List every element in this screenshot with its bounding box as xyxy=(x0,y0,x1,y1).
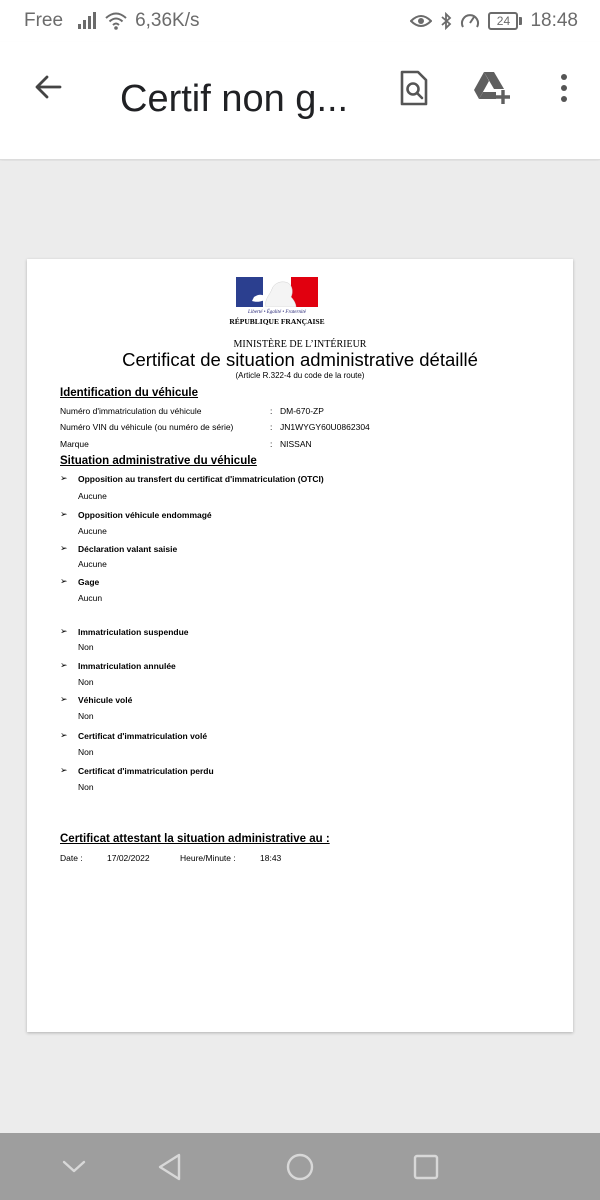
nav-back-button[interactable] xyxy=(150,1147,190,1187)
status-value-cancelled: Non xyxy=(78,677,94,687)
bullet-arrow-icon: ➢ xyxy=(60,765,68,775)
app-bar xyxy=(0,42,600,160)
situation-heading: Situation administrative du véhicule xyxy=(60,455,257,467)
field-label-brand: Marque xyxy=(60,439,89,449)
document-title: Certif non g... xyxy=(120,78,349,120)
system-nav-bar xyxy=(0,1133,600,1200)
status-label-cancelled: Immatriculation annulée xyxy=(78,661,176,671)
status-label-otci: Opposition au transfert du certificat d'immatriculation (OTCI) xyxy=(78,474,324,484)
status-label-suspended: Immatriculation suspendue xyxy=(78,627,189,637)
status-label-stolen-vehicle: Véhicule volé xyxy=(78,695,133,705)
date-value: 17/02/2022 xyxy=(107,853,150,863)
status-value-damaged: Aucune xyxy=(78,526,107,536)
find-in-page-button[interactable] xyxy=(392,66,436,110)
document-page: Liberté • Égalité • Fraternité RÉPUBLIQUE FRANÇAISE MINISTÈRE DE L’INTÉRIEUR Certificat de situation administrative détaillé (Article R.322-4 du code de la route) Identification du véhicule Numéro d'immatriculation du véhicule : DM-670-ZP Numéro VIN du véhicule (ou numéro de série) : JN1WYGY60U0862304 Marque : NISSAN Situation administrative du véhicule ➢ Opposition au transfert du certificat d'immatriculation (OTCI) Aucune ➢ Opposition véhicule endommagé Aucune ➢ Déclaration valant saisie Aucune ➢ Gage Aucun ➢ Immatriculation suspendue Non ➢ Immatriculation annulée Non ➢ Véhicule volé Non ➢ Certificat d'immatriculation volé Non ➢ Certificat d'immatriculation perdu Non Certificat attestant la situation administrative au : Date : 17/02/2022 Heure/Minute : 18:43 xyxy=(27,259,573,1032)
chevron-down-icon xyxy=(62,1160,86,1174)
time-label: Heure/Minute : xyxy=(180,853,236,863)
battery-level: 24 xyxy=(488,12,518,30)
triangle-back-icon xyxy=(157,1153,183,1181)
bullet-arrow-icon: ➢ xyxy=(60,543,68,553)
circle-home-icon xyxy=(285,1152,315,1182)
logo-republic: RÉPUBLIQUE FRANÇAISE xyxy=(229,317,325,326)
status-label-damaged: Opposition véhicule endommagé xyxy=(78,510,212,520)
bullet-arrow-icon: ➢ xyxy=(60,694,68,704)
certificate-subtitle: (Article R.322-4 du code de la route) xyxy=(235,371,365,380)
nav-home-button[interactable] xyxy=(280,1147,320,1187)
bullet-arrow-icon: ➢ xyxy=(60,626,68,636)
logo-motto: Liberté • Égalité • Fraternité xyxy=(248,310,306,315)
wifi-icon xyxy=(105,12,127,30)
status-value-stolen-certificate: Non xyxy=(78,747,94,757)
status-label-lost-certificate: Certificat d'immatriculation perdu xyxy=(78,766,214,776)
nav-recents-button[interactable] xyxy=(406,1147,446,1187)
bullet-arrow-icon: ➢ xyxy=(60,660,68,670)
more-options-button[interactable] xyxy=(542,66,586,110)
field-value-registration: DM-670-ZP xyxy=(280,406,324,416)
ministry-label: MINISTÈRE DE L’INTÉRIEUR xyxy=(233,339,367,350)
net-speed-label: 6,36K/s xyxy=(135,10,200,31)
status-value-pledge: Aucun xyxy=(78,593,103,603)
arrow-left-icon xyxy=(33,72,63,102)
add-to-drive-button[interactable] xyxy=(470,66,514,110)
bullet-arrow-icon: ➢ xyxy=(60,576,68,586)
status-label-stolen-certificate: Certificat d'immatriculation volé xyxy=(78,731,208,741)
status-value-suspended: Non xyxy=(78,642,94,652)
status-label-pledge: Gage xyxy=(78,577,100,587)
status-label-seizure: Déclaration valant saisie xyxy=(78,544,178,554)
status-value-stolen-vehicle: Non xyxy=(78,711,94,721)
bullet-arrow-icon: ➢ xyxy=(60,509,68,519)
hide-keyboard-button[interactable] xyxy=(54,1147,94,1187)
status-value-otci: Aucune xyxy=(78,491,107,501)
eye-comfort-icon xyxy=(410,13,432,29)
field-label-vin: Numéro VIN du véhicule (ou numéro de série) xyxy=(60,422,234,432)
field-value-vin: JN1WYGY60U0862304 xyxy=(280,422,370,432)
signal-icon xyxy=(77,12,97,30)
status-bar xyxy=(0,0,600,42)
more-vert-icon xyxy=(559,73,569,103)
speed-icon xyxy=(460,12,480,30)
bullet-arrow-icon: ➢ xyxy=(60,473,68,483)
status-value-seizure: Aucune xyxy=(78,559,107,569)
square-recents-icon xyxy=(413,1154,439,1180)
bullet-arrow-icon: ➢ xyxy=(60,730,68,740)
document-viewer[interactable] xyxy=(0,161,600,1133)
time-value: 18:43 xyxy=(260,853,282,863)
carrier-label: Free xyxy=(24,10,64,31)
date-label: Date : xyxy=(60,853,83,863)
clock-label: 18:48 xyxy=(530,10,578,31)
identification-heading: Identification du véhicule xyxy=(60,387,199,399)
field-value-brand: NISSAN xyxy=(280,439,312,449)
status-value-lost-certificate: Non xyxy=(78,782,94,792)
bluetooth-icon xyxy=(440,12,452,30)
battery-icon xyxy=(488,12,522,30)
certificate-title: Certificat de situation administrative détaillé xyxy=(122,349,478,370)
back-button[interactable] xyxy=(28,67,68,107)
attestation-heading: Certificat attestant la situation administrative au : xyxy=(60,833,330,845)
add-to-drive-icon xyxy=(472,70,512,106)
field-label-registration: Numéro d'immatriculation du véhicule xyxy=(60,406,202,416)
find-in-page-icon xyxy=(399,70,429,106)
